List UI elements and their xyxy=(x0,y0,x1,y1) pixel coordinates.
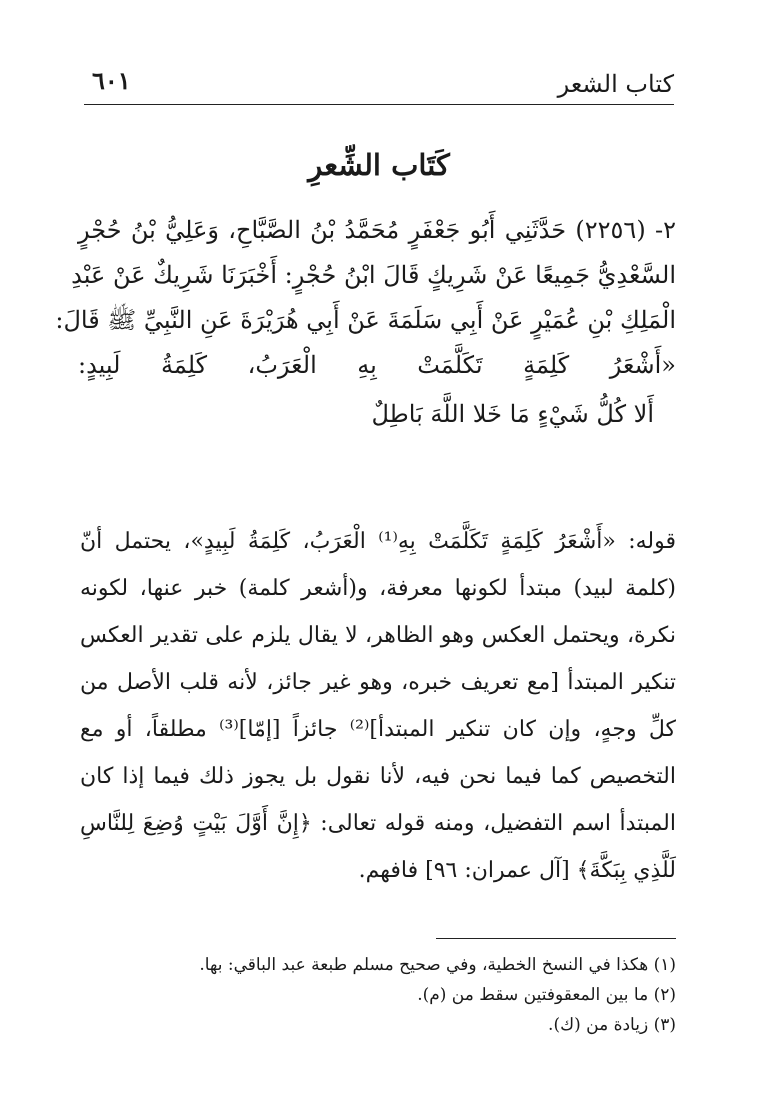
hadith-line: «أَشْعَرُ كَلِمَةٍ تَكَلَّمَتْ بِهِ الْعَرَبُ، كَلِمَةُ لَبِيدٍ: xyxy=(78,351,676,379)
commentary-line: كلِّ وجهٍ، وإن كان تنكير المبتدأ]⁽²⁾ جائزاً [إمّا]⁽³⁾ مطلقاً، أو مع xyxy=(80,717,676,742)
commentary-line: قوله: «أَشْعَرُ كَلِمَةٍ تَكَلَّمَتْ بِهِ⁽¹⁾ الْعَرَبُ، كَلِمَةُ لَبِيدٍ»، يحتمل أنّ xyxy=(80,529,676,554)
commentary-text xyxy=(80,518,676,894)
hadith-text xyxy=(55,208,676,437)
commentary-line: المبتدأ اسم التفضيل، ومنه قوله تعالى: ﴿إِنَّ أَوَّلَ بَيْتٍ وُضِعَ لِلنَّاسِ xyxy=(80,811,676,836)
poem-verse: أَلا كُلُّ شَيْءٍ مَا خَلا اللَّهَ بَاطِلٌ xyxy=(371,400,654,428)
hadith-line: ٢- (٢٢٥٦) حَدَّثَنِي أَبُو جَعْفَرٍ مُحَمَّدُ بْنُ الصَّبَّاحِ، وَعَلِيُّ بْنُ حُجْرٍ xyxy=(78,216,676,244)
commentary-line: التخصيص كما فيما نحن فيه، لأنا نقول بل يجوز ذلك فيما إذا كان xyxy=(80,764,676,789)
footnotes xyxy=(84,950,676,1040)
chapter-title: كَتَاب الشِّعرِ xyxy=(308,148,450,182)
footnote-1: (١) هكذا في النسخ الخطية، وفي صحيح مسلم طبعة عبد الباقي: بها. xyxy=(199,955,676,975)
footnote-3: (٣) زيادة من (ك). xyxy=(548,1015,676,1035)
hadith-line: الْمَلِكِ بْنِ عُمَيْرٍ عَنْ أَبِي سَلَمَةَ عَنْ أَبِي هُرَيْرَةَ عَنِ النَّبِيِّ ﷺ قَالَ: xyxy=(55,306,676,334)
footnote-2: (٢) ما بين المعقوفتين سقط من (م). xyxy=(417,985,676,1005)
page-number: ٦٠١ xyxy=(92,66,131,95)
running-header xyxy=(84,64,674,105)
footnote-divider xyxy=(436,938,676,939)
running-title: كتاب الشعر xyxy=(557,70,674,98)
commentary-line: (كلمة لبيد) مبتدأ لكونها معرفة، و(أشعر كلمة) خبر عنها، لكونه xyxy=(80,576,676,601)
commentary-line: تنكير المبتدأ [مع تعريف خبره، وهو غير جائز، لأنه قلب الأصل من xyxy=(80,670,676,695)
hadith-line: السَّعْدِيُّ جَمِيعًا عَنْ شَرِيكٍ قَالَ ابْنُ حُجْرٍ: أَخْبَرَنَا شَرِيكٌ عَنْ عَبْدِ xyxy=(71,261,676,289)
commentary-line: نكرة، ويحتمل العكس وهو الظاهر، لا يقال يلزم على تقدير العكس xyxy=(80,623,676,648)
commentary-line: لَلَّذِي بِبَكَّةَ﴾ [آل عمران: ٩٦] فافهم. xyxy=(358,858,676,883)
